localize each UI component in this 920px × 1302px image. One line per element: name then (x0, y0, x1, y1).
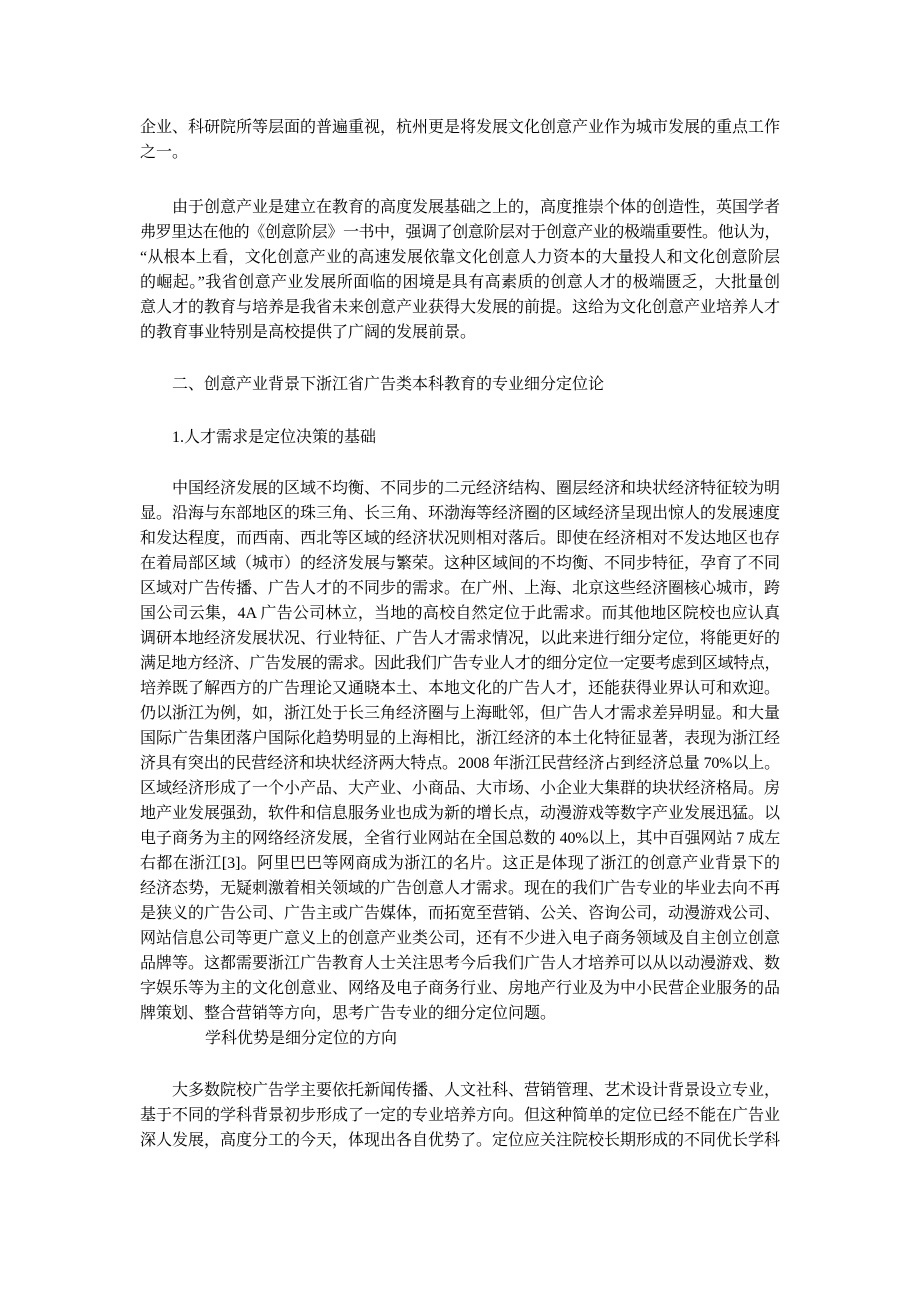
text-line: 在着局部区域（城市）的经济发展与繁荣。这种区域间的不均衡、不同步特征，孕育了不同 (140, 555, 781, 572)
section-heading: 二、创意产业背景下浙江省广告类本科教育的专业细分定位论 (172, 376, 605, 393)
text-line: 弗罗里达在他的《创意阶层》一书中，强调了创意阶层对于创意产业的极端重要性。他认为， (140, 224, 780, 241)
discipline-advantage-paragraph (140, 1078, 780, 1153)
text-line: 经济态势，无疑刺激着相关领域的广告创意人才需求。现在的我们广告专业的毕业去向不再 (140, 880, 781, 897)
subsection-1-heading-block (140, 425, 780, 450)
text-line: 地产业发展强劲，软件和信息服务业也成为新的增长点，动漫游戏等数字产业发展迅猛。以 (140, 805, 781, 822)
text-line: 调研本地经济发展状况、行业特征、广告人才需求情况，以此来进行细分定位，将能更好的 (140, 630, 781, 647)
text-line: 仍以浙江为例，如，浙江处于长三角经济圈与上海毗邻，但广告人才需求差异明显。和大量 (140, 705, 781, 722)
talent-demand-paragraph (140, 476, 780, 1026)
section-heading-block (140, 372, 780, 397)
text-line: 深人发展，高度分工的今天，体现出各自优势了。定位应关注院校长期形成的不同优长学科 (140, 1132, 781, 1149)
text-line: 意人才的教育与培养是我省未来创意产业获得大发展的前提。这给为文化创意产业培养人才 (140, 299, 781, 316)
text-line: 显。沿海与东部地区的珠三角、长三角、环渤海等经济圈的区域经济呈现出惊人的发展速度 (140, 505, 781, 522)
text-line: 网站信息公司等更广意义上的创意产业类公司，还有不少进入电子商务领域及自主创立创意 (140, 930, 781, 947)
text-line: 中国经济发展的区域不均衡、不同步的二元经济结构、圈层经济和块状经济特征较为明 (172, 480, 781, 497)
text-line: 右都在浙江[3]。阿里巴巴等网商成为浙江的名片。这正是体现了浙江的创意产业背景下的 (140, 855, 780, 872)
text-line: 大多数院校广告学主要依托新闻传播、人文社科、营销管理、艺术设计背景设立专业， (172, 1082, 781, 1099)
text-line: 品牌等。这都需要浙江广告教育人士关注思考今后我们广告人才培养可以从以动漫游戏、数 (140, 955, 781, 972)
text-line: 字娱乐等为主的文化创意业、网络及电子商务行业、房地产行业及为中小民营企业服务的品 (140, 980, 781, 997)
text-line: 企业、科研院所等层面的普遍重视，杭州更是将发展文化创意产业作为城市发展的重点工作 (140, 119, 781, 136)
text-line: 培养既了解西方的广告理论又通晓本土、本地文化的广告人才，还能获得业界认可和欢迎。 (140, 680, 781, 697)
subsection-2-heading-block (140, 1026, 780, 1051)
text-line: 济具有突出的民营经济和块状经济两大特点。2008 年浙江民营经济占到经济总量 70%以上。 (140, 755, 780, 772)
continued-paragraph (140, 115, 780, 165)
text-line: “从根本上看，文化创意产业的高速发展依靠文化创意人力资本的大量投人和文化创意阶层 (140, 249, 780, 266)
text-line: 的崛起。”我省创意产业发展所面临的困境是具有高素质的创意人才的极端匮乏，大批量创 (140, 274, 780, 291)
text-line: 国际广告集团落户国际化趋势明显的上海相比，浙江经济的本土化特征显著，表现为浙江经 (140, 730, 781, 747)
text-line: 区域对广告传播、广告人才的不同步的需求。在广州、上海、北京这些经济圈核心城市，跨 (140, 580, 781, 597)
text-line: 是狭义的广告公司、广告主或广告媒体，而拓宽至营销、公关、咨询公司，动漫游戏公司、 (140, 905, 781, 922)
subsection-heading: 1.人才需求是定位决策的基础 (172, 429, 377, 446)
text-line: 由于创意产业是建立在教育的高度发展基础之上的，高度推崇个体的创造性，英国学者 (172, 199, 781, 216)
text-line: 基于不同的学科背景初步形成了一定的专业培养方向。但这种简单的定位已经不能在广告业 (140, 1107, 781, 1124)
text-line: 之一。 (140, 144, 189, 161)
text-line: 牌策划、整合营销等方向，思考广告专业的细分定位问题。 (140, 1005, 557, 1022)
text-line: 和发达程度，而西南、西北等区域的经济状况则相对落后。即使在经济相对不发达地区也存 (140, 530, 781, 547)
creative-talent-paragraph (140, 195, 780, 345)
text-line: 满足地方经济、广告发展的需求。因此我们广告专业人才的细分定位一定要考虑到区域特点， (140, 655, 780, 672)
subsection-heading: 学科优势是细分定位的方向 (205, 1030, 398, 1047)
text-line: 的教育事业特别是高校提供了广阔的发展前景。 (140, 324, 477, 341)
text-line: 电子商务为主的网络经济发展，全省行业网站在全国总数的 40%以上，其中百强网站 7 成左 (140, 830, 780, 847)
text-line: 国公司云集，4A 广告公司林立，当地的高校自然定位于此需求。而其他地区院校也应认真 (140, 605, 780, 622)
text-line: 区域经济形成了一个小产品、大产业、小商品、大市场、小企业大集群的块状经济格局。房 (140, 780, 781, 797)
